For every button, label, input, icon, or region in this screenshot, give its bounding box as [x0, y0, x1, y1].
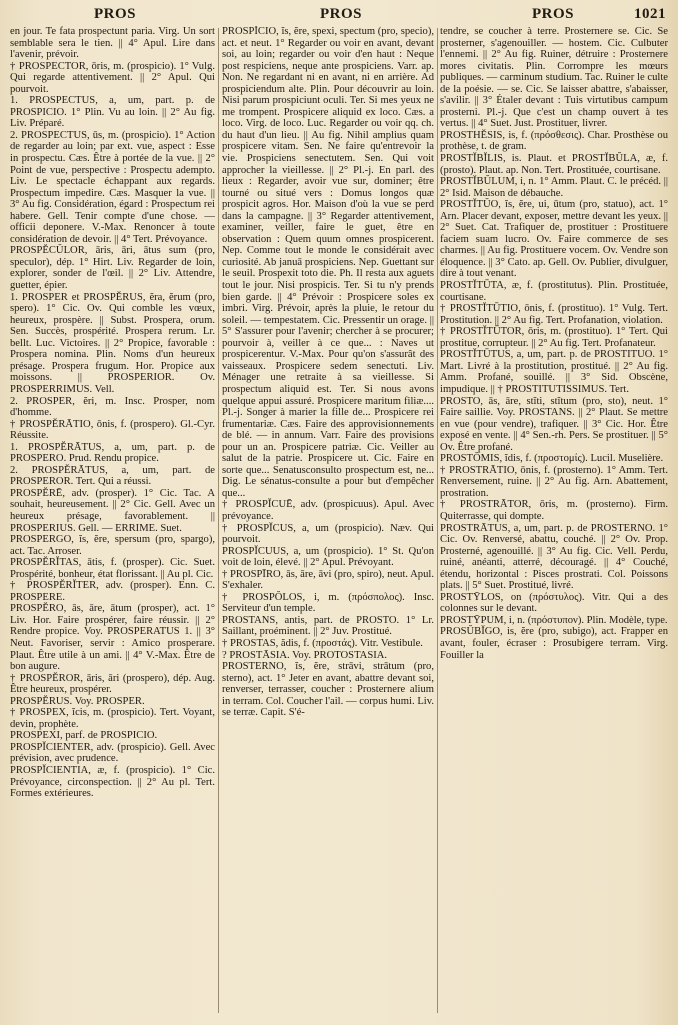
- dictionary-entry: PROSPĔCŬLOR, āris, āri, ātus sum (pro, speculor), dép. 1° Hirt. Liv. Regarder de loin, explorer, sonder de l'œil. || 2° Liv. Attendre, guetter, épier.: [10, 245, 215, 292]
- dictionary-entry: † PROSPĔROR, āris, āri (prospero), dép. Aug. Être heureux, prospérer.: [10, 672, 215, 696]
- dictionary-entry: PROSPĬCIENTIA, æ, f. (prospicio). 1° Cic. Prévoyance, circonspection. || 2° Au pl. Tert. Formes extérieures.: [10, 765, 215, 800]
- dictionary-entry: 2. PROSPECTUS, ūs, m. (prospicio). 1° Action de regarder au loin; par ext. vue, aspect : Esse in prospectu. Cæs. Être à portée de la vue. || 2° Point de vue, perspective : Prospectu adempto. Liv. Le spectacle échappant aux regards. Prospectum impedire. Cæs. Masquer la vue. || 3° Au fig. Considération, égard : Prospectum rei habere. Gell. Tenir compte d'une chose. — officii deponere. V.-Max. Renoncer à toute considération de devoir. || 4° Tert. Prévoyance.: [10, 129, 215, 245]
- column-divider: [218, 28, 219, 1013]
- dictionary-entry: PROSPERGO, ĭs, ĕre, spersum (pro, spargo), act. Tac. Arroser.: [10, 534, 215, 557]
- dictionary-entry: † PROSPŎLOS, i, m. (πρόσπολος). Insc. Serviteur d'un temple.: [222, 591, 434, 615]
- dictionary-entry: † PROSTĬTŪTOR, ōris, m. (prostituo). 1° Tert. Qui prostitue, corrupteur. || 2° Au fig. Tert. Profanateur.: [440, 326, 668, 349]
- dictionary-entry: PROSTĬBŬLUM, i, n. 1° Amm. Plaut. C. le précéd. || 2° Isid. Maison de débauche.: [440, 176, 668, 199]
- dictionary-entry: PROSTĬTŪTUS, a, um, part. p. de PROSTITUO. 1° Mart. Livré à la prostitution, prostitué. || 2° Au fig. Amm. Profané, souillé. || 3° Sid. Obscène, impudique. || † PROSTITUTISSIMUS. Tert.: [440, 349, 668, 395]
- dictionary-entry: PROSPĔRUS. Voy. PROSPER.: [10, 695, 145, 707]
- dictionary-entry: 2. PROSPER, ĕri, m. Insc. Prosper, nom d'homme.: [10, 395, 215, 419]
- dictionary-entry: ? PROSTĀSIA. Voy. PROTOSTASIA.: [222, 649, 388, 661]
- dictionary-entry: † PROSTRĀTOR, ōris, m. (prosterno). Firm. Quiterrasse, qui dompte.: [440, 499, 668, 522]
- dictionary-entry: † PROSPECTOR, ōris, m. (prospicio). 1° Vulg. Qui regarde attentivement. || 2° Apul. Qui pourvoit.: [10, 60, 215, 95]
- dictionary-entry: 2. PROSPĔRĀTUS, a, um, part. de PROSPEROR. Tert. Qui a réussi.: [10, 464, 215, 488]
- dictionary-entry: † PROSTĬTŪTIO, ōnis, f. (prostituo). 1° Vulg. Tert. Prostitution. || 2° Au fig. Tert. Profanation, violation.: [440, 303, 668, 326]
- dictionary-entry: PROSTĬTŬO, ĭs, ĕre, ui, ūtum (pro, statuo), act. 1° Arn. Placer devant, exposer, mettre devant les yeux. || 2° Suet. Cat. Trafiquer de, prostituer : Prostituere faciem suam lucro. Ov. Faire commerce de ses charmes. || Au fig. Prostituere vocem. Ov. Vendre son éloquence. || 3° Cato. ap. Gell. Ov. Publier, divulguer, dire à tout venant.: [440, 199, 668, 280]
- dictionary-entry: PROSTRĀTUS, a, um, part. p. de PROSTERNO. 1° Cic. Ov. Renversé, abattu, couché. || 2° Ov. Prop. Prosterné, agenouillé. || 3° Au fig. Cic. Vell. Perdu, ruiné, anéanti, atterré, découragé. || 4° Couché, étendu, horizontal : Pisces prostrati. Col. Poissons plats. || 5° Suet. Prostitué, livré.: [440, 522, 668, 592]
- dictionary-entry: PROSTĬBĬLIS, is. Plaut. et PROSTĬBŬLA, æ, f. (prosto). Plaut. ap. Non. Tert. Prostituée, courtisane.: [440, 153, 668, 176]
- dictionary-entry: PROSPĔRO, ās, āre, ātum (prosper), act. 1° Liv. Hor. Faire prospérer, faire réussir. || 2° Rendre propice. Voy. PROSPERATUS 1. || 3° Neut. Favoriser, servir : Amico prosperare. Plaut. Être utile à un ami. || 4° V.-Max. Être de bon augure.: [10, 603, 215, 673]
- dictionary-entry: PROSTȲLOS, on (πρόστυλος). Vitr. Qui a des colonnes sur le devant.: [440, 591, 668, 615]
- dictionary-entry: 1. PROSPECTUS, a, um, part. p. de PROSPICIO. 1° Plin. Vu au loin. || 2° Au fig. Liv. Préparé.: [10, 95, 215, 130]
- header-left-word: PROS: [94, 6, 137, 22]
- dictionary-entry: † PROSPĔRĀTIO, ōnis, f. (prospero). Gl.-Cyr. Réussite.: [10, 418, 215, 442]
- page-number: 1021: [634, 6, 666, 22]
- column-3: [440, 26, 668, 1016]
- dictionary-entry: † PROSPĔRĬTER, adv. (prosper). Enn. C. PROSPERE.: [10, 580, 215, 603]
- dictionary-entry: † PROSPĬCUS, a, um (prospicio). Næv. Qui pourvoit.: [222, 522, 434, 546]
- dictionary-entry: PROSTERNO, ĭs, ĕre, strāvi, strātum (pro, sterno), act. 1° Jeter en avant, abattre devant soi, renverser, terrasser, coucher : Prosternere alium in terram. Col. Coucher l'ail. — corpus humi. Liv. se terræ. Capit. S'é-: [222, 661, 434, 719]
- dictionary-entry: † PROSPĬCUĒ, adv. (prospicuus). Apul. Avec prévoyance.: [222, 499, 434, 522]
- dictionary-entry: † PROSTAS, ădis, f. (προστάς). Vitr. Vestibule.: [222, 637, 423, 649]
- dictionary-entry: PROSTO, ās, āre, stĭti, stĭtum (pro, sto), neut. 1° Faire saillie. Voy. PROSTANS. || 2° Plaut. Se mettre en vue (pour vendre), trafiquer. || 3° Cic. Hor. Être exposé en vente. || 4° Sen.-rh. Pers. Se prostituer. || 5° Ov. Être profané.: [440, 395, 668, 453]
- dictionary-entry: † PROSTRĀTIO, ōnis, f. (prosterno). 1° Amm. Tert. Renversement, ruine. || 2° Au fig. Arn. Abattement, prostration.: [440, 464, 668, 499]
- dictionary-entry: † PROSPĪRO, ās, āre, āvi (pro, spiro), neut. Apul. S'exhaler.: [222, 568, 434, 592]
- header-center-word: PROS: [320, 6, 363, 22]
- dictionary-entry: PROSTȲPUM, i, n. (πρόστυπον). Plin. Modèle, type.: [440, 614, 668, 626]
- dictionary-entry: PROSPĬCIO, ĭs, ĕre, spexi, spectum (pro, specio), act. et neut. 1° Regarder ou voir en avant, devant soi, au loin; regarder ou voir d'en haut : Neque post respiciens, neque ante prospiciens. Varr. ap. Non. Ne regardant ni en avant, ni en arrière. Ad prospiciendum alte. Plin. Pour découvrir au loin. Nisi parum prospiciunt oculi. Ter. Si mes yeux ne me trompent. Prospicere aliquid ex loco. Cæs. a loco. Virg. de loco. Luc. Regarder ou voir qq. ch. du haut d'un lieu. || Au fig. Nihil amplius quam prospicere vitam. Sen. Ne faire qu'entrevoir la vie. Prospiciens senectutem. Sen. Qui voit approcher la vieillesse. || 2° Pl.-j. En parl. des lieux : Regarder, avoir vue sur, dominer; être tourné ou situé vers : Domus longos quæ prospicit agros. Hor. Maison d'où la vue se perd dans la campagne. || 3° Regarder attentivement, examiner, veiller, faire le guet, être en observation : Quem quum omnes prospicerent. Nep. Comme tout le monde le considérait avec curiosité. Ab januā prospiciens. Nep. Guettant sur le seuil. Prospexit toto die. Ph. Il resta aux aguets tout le jour. Nisi prospicis. Ter. Si tu n'y prends bien garde. || 4° Prévoir : Prospicere soles ex imbri. Virg. Prévoir, après la pluie, le retour du soleil. — tempestatem. Cic. Pressentir un orage. || 5° S'assurer pour l'avenir; chercher à se procurer; pourvoir à, veiller à ce que... : Naves ut prospicerentur. V.-Max. Pour qu'on s'assurât des vaisseaux. Prospicere sedem senectuti. Liv. Ménager une retraite à sa vieillesse. Si prospectum aliquid est. Ter. Si nous avons quelque appui assuré. Prospicere maritum filiæ.... Pl.-j. Songer à marier la fille de... Prospicere rei frumentariæ. Cæs. Faire des approvisionnements de blé. — in annum. Varr. Faire des provisions pour un an. Prospicere patriæ. Cic. Veiller au salut de la patrie. Prospicere ut. Cic. Faire en sorte que... Senatusconsulto prospectum est, ne... Dig. Le sénatus-consulte a pour but d'empêcher que...: [222, 26, 434, 499]
- column-2: [222, 26, 434, 1016]
- dictionary-entry: PROSTHĔSIS, is, f. (πρόσθεσις). Char. Prosthèse ou prothèse, t. de gram.: [440, 129, 668, 153]
- dictionary-entry: 1. PROSPĔRĀTUS, a, um, part. p. de PROSPERO. Prud. Rendu propice.: [10, 441, 215, 465]
- dictionary-entry: en jour. Te fata prospectunt paria. Virg. Un sort semblable sera le tien. || 4° Apul. Lire dans l'avenir, prévoir.: [10, 26, 215, 61]
- dictionary-entry: PROSTANS, antis, part. de PROSTO. 1° Lr. Saillant, proéminent. || 2° Juv. Prostitué.: [222, 614, 434, 638]
- header-right-word: PROS: [532, 6, 575, 22]
- dictionary-entry: PROSPĬCUUS, a, um (prospicio). 1° St. Qu'on voit de loin, élevé. || 2° Apul. Prévoyant.: [222, 545, 434, 569]
- dictionary-entry: PROSPĔRĬTAS, ātis, f. (prosper). Cic. Suet. Prospérité, bonheur, état florissant. || Au pl. Cic.: [10, 557, 215, 580]
- dictionary-entry: tendre, se coucher à terre. Prosternere se. Cic. Se prosterner, s'agenouiller. — hostem. Cic. Culbuter l'ennemi. || 2° Au fig. Ruiner, détruire : Prosternere mores civitatis. Plin. Corrompre les mœurs publiques. — carminum studium. Tac. Ruiner le culte de la poésie. — se. Cic. Se laisser abattre, s'abaisser, s'avilir. || 3° Étaler devant : Tuis virtutibus campum prosterni. Pl.-j. Que c'est un champ ouvert à tes vertus. || 4° Suet. Just. Prostituer, livrer.: [440, 26, 668, 130]
- column-1: [10, 26, 215, 1016]
- dictionary-entry: PROSŬBĬGO, is, ĕre (pro, subigo), act. Frapper en avant, fouler, écraser : Prosubigere terram. Virg. Fouiller la: [440, 626, 668, 661]
- dictionary-entry: 1. PROSPER et PROSPĔRUS, ĕra, ĕrum (pro, spero). 1° Cic. Ov. Qui comble les vœux, heureux, prospère. || Subst. Prospera, orum. Sen. Succès, prospérité. Prospera rerum. Lr. bellt. Luc. Victoires. || 2° Propice, favorable : Prospera nomina. Plin. Noms d'un heureux présage. Prospera frugum. Hor. Propice aux moissons. || PROSPERIOR. Ov. PROSPERRIMUS. Vell.: [10, 291, 215, 395]
- running-header: [10, 6, 666, 26]
- column-divider: [437, 28, 438, 1013]
- dictionary-entry: † PROSPEX, ĭcis, m. (prospicio). Tert. Voyant, devin, prophète.: [10, 707, 215, 730]
- dictionary-entry: PROSPĔRĒ, adv. (prosper). 1° Cic. Tac. A souhait, heureusement. || 2° Cic. Gell. Avec un heureux présage, favorablement. || PROSPERIUS. Gell. — ERRIME. Suet.: [10, 487, 215, 534]
- dictionary-entry: PROSTŎMIS, ĭdis, f. (προστομίς). Lucil. Muselière.: [440, 453, 664, 465]
- dictionary-entry: PROSPEXI, parf. de PROSPICIO.: [10, 730, 158, 742]
- dictionary-entry: PROSTĬTŪTA, æ, f. (prostitutus). Plin. Prostituée, courtisane.: [440, 280, 668, 303]
- dictionary-entry: PROSPĬCIENTER, adv. (prospicio). Gell. Avec prévision, avec prudence.: [10, 741, 215, 765]
